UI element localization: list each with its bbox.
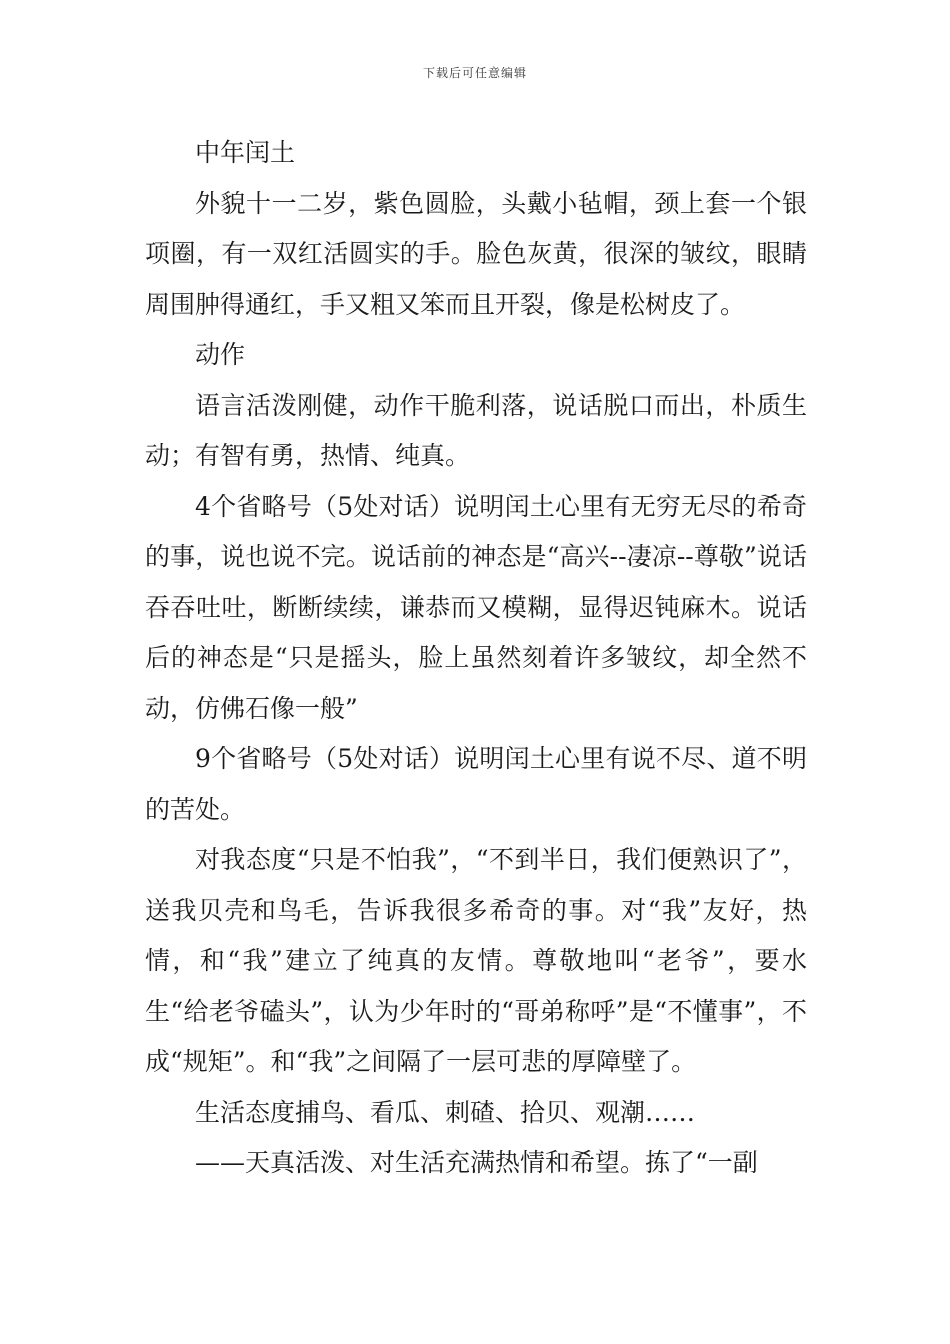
paragraph-nine-ellipses: 9个省略号（5处对话）说明闰土心里有说不尽、道不明的苦处。 <box>145 744 807 824</box>
paragraph-attitude: 对我态度“只是不怕我”，“不到半日，我们便熟识了”，送我贝壳和鸟毛，告诉我很多希奇的事。对“我”友好，热情，和“我”建立了纯真的友情。尊敬地叫“老爷”，要水生“给老爷磕头”，认为少年时的“哥弟称呼”是“不懂事”，不成“规矩”。和“我”之间隔了一层可悲的厚障壁了。 <box>145 845 807 1076</box>
paragraph-appearance: 外貌十一二岁，紫色圆脸，头戴小毡帽，颈上套一个银项圈，有一双红活圆实的手。脸色灰黄，很深的皱纹，眼睛周围肿得通红，手又粗又笨而且开裂，像是松树皮了。 <box>145 188 807 319</box>
paragraph-speech: 语言活泼刚健，动作干脆利落，说话脱口而出，朴质生动；有智有勇，热情、纯真。 <box>145 390 807 470</box>
paragraph-summary: ——天真活泼、对生活充满热情和希望。拣了“一副 <box>195 1148 758 1177</box>
section-heading-dongzuo: 动作 <box>195 340 246 369</box>
page-header: 下载后可任意编辑 <box>422 66 527 80</box>
paragraph-four-ellipses: 4个省略号（5处对话）说明闰土心里有无穷无尽的希奇的事，说也说不完。说话前的神态是“高兴--凄凉--尊敬”说话吞吞吐吐，断断续续，谦恭而又模糊，显得迟钝麻木。说话后的神态是“只是摇头，脸上虽然刻着许多皱纹，却全然不动，仿佛石像一般” <box>145 491 807 723</box>
paragraph-life-attitude: 生活态度捕鸟、看瓜、刺碴、拾贝、观潮…… <box>195 1097 696 1127</box>
section-heading-zhongnian-runtu: 中年闰土 <box>195 138 296 167</box>
document-body <box>145 128 807 1189</box>
